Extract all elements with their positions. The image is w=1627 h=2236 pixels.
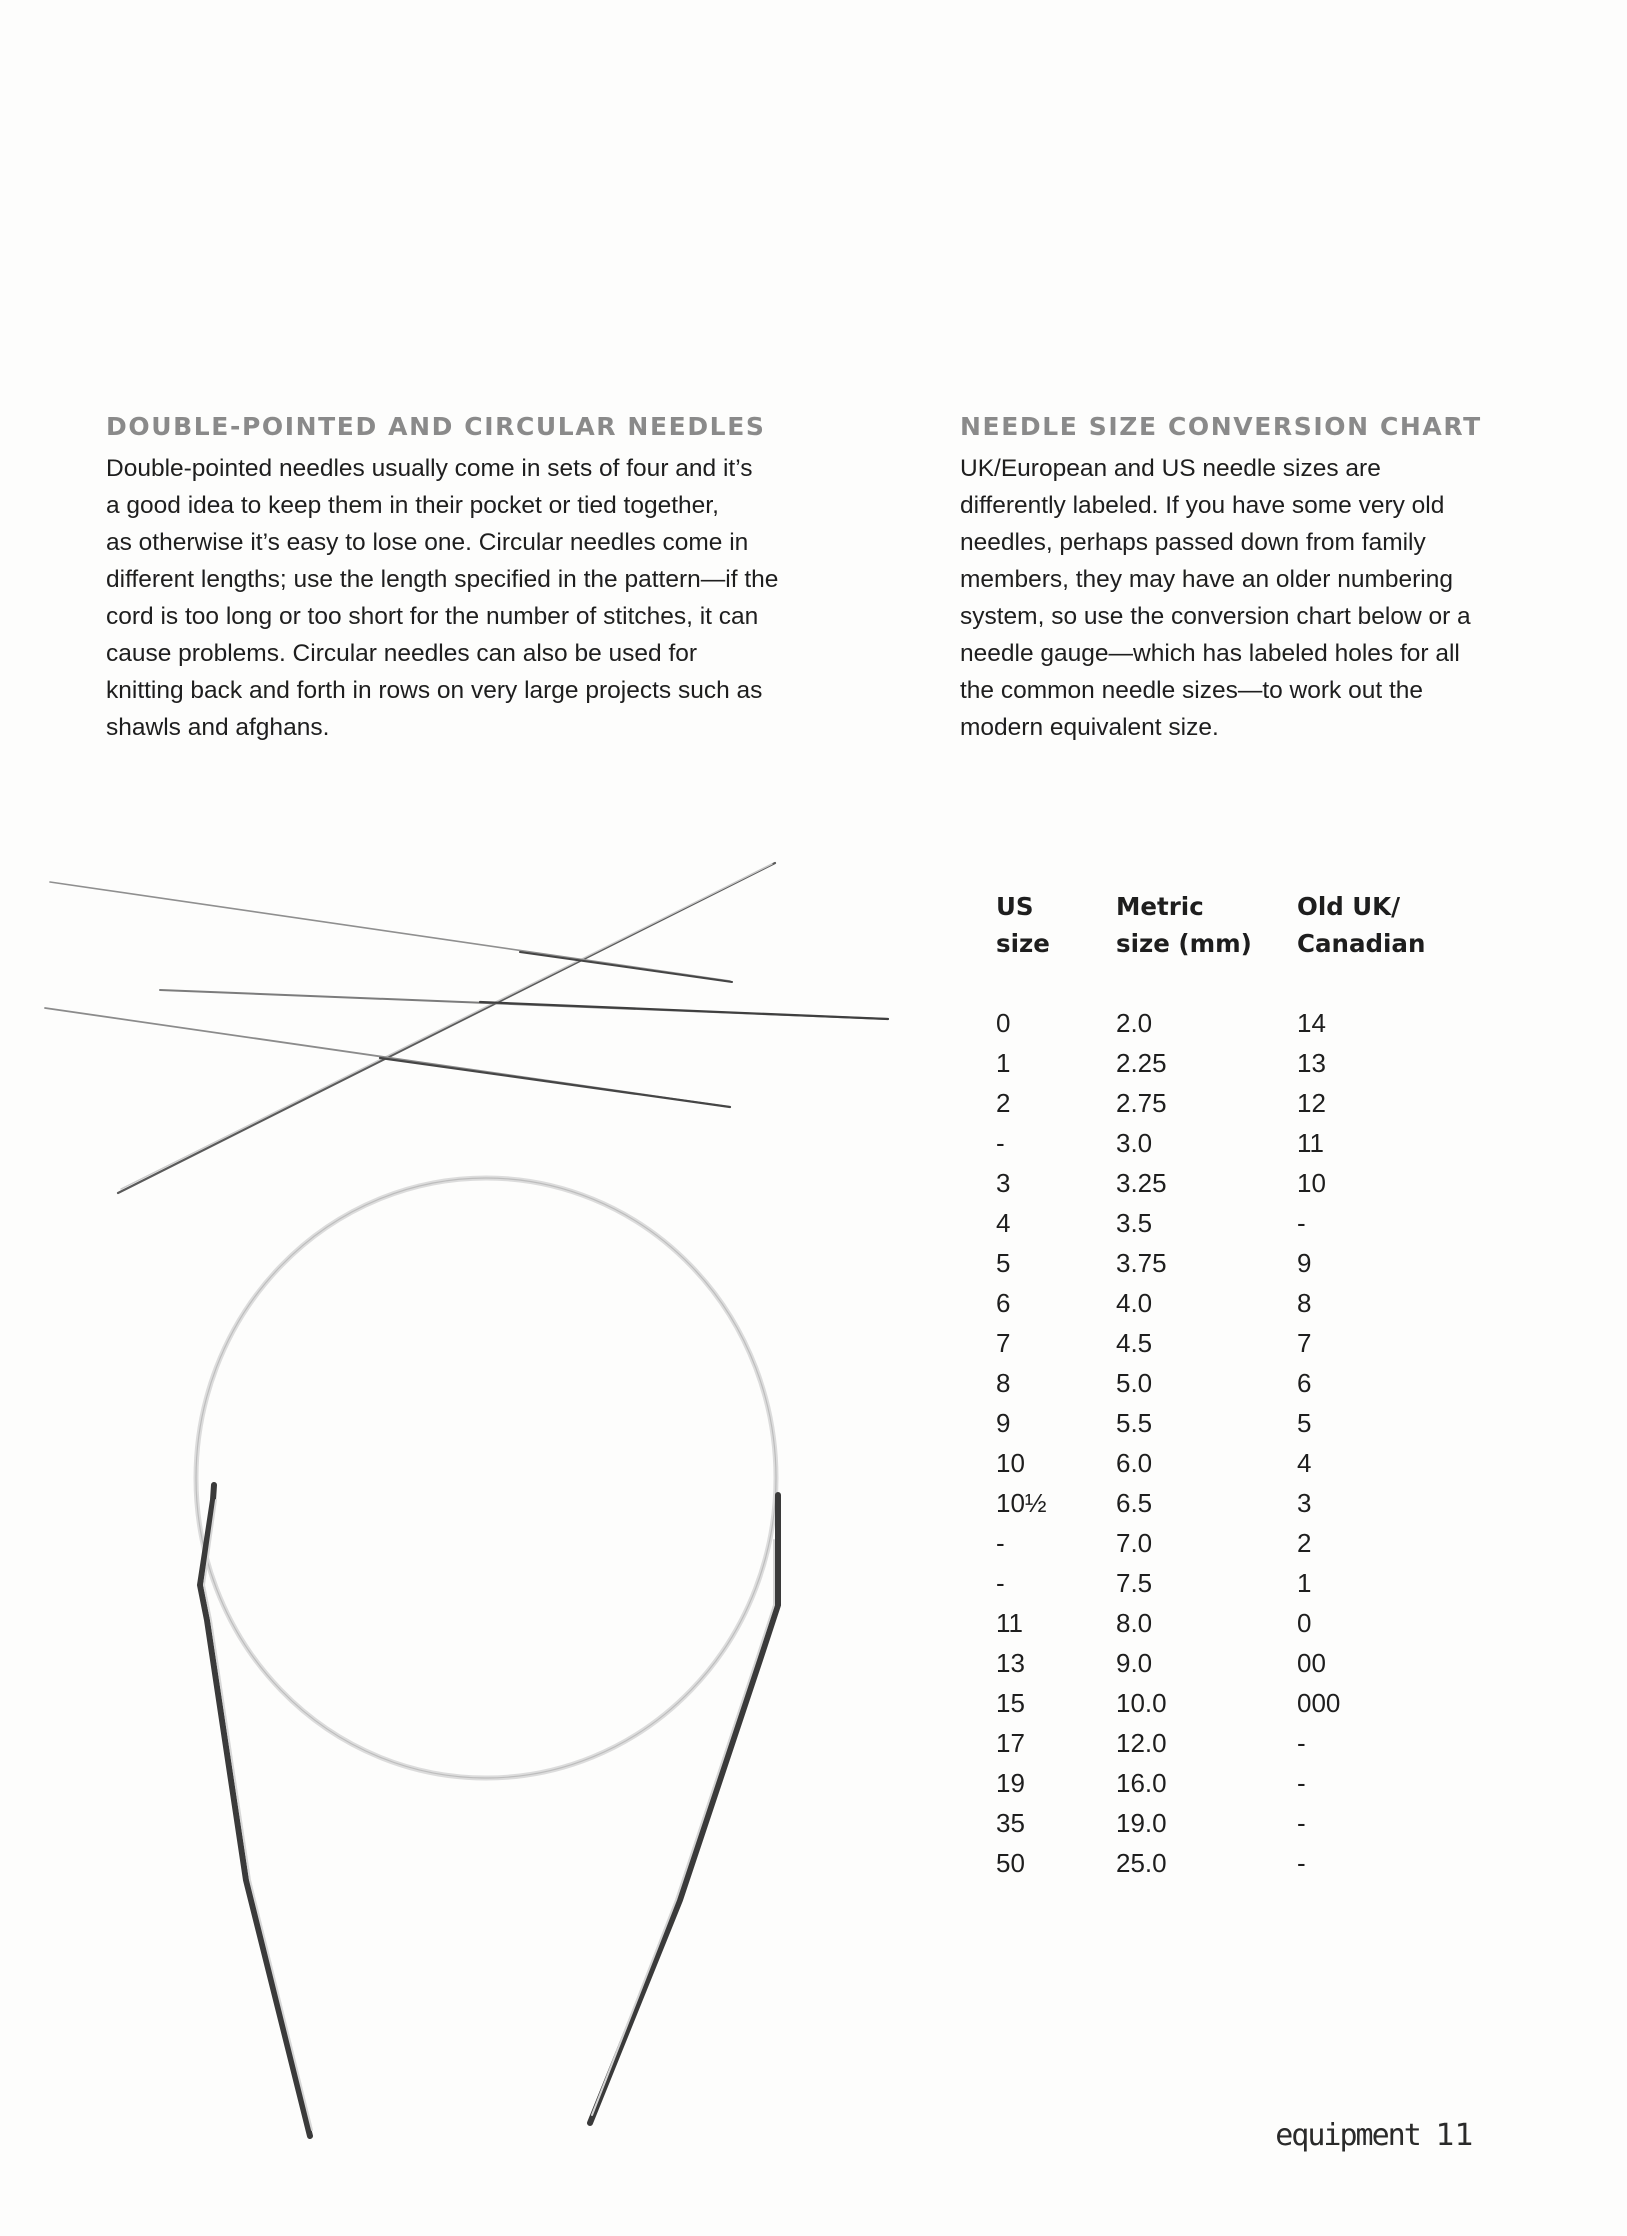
cell-metric-size: 4.0 [1116,1288,1153,1318]
cell-old-uk-size: - [1297,1848,1306,1878]
table-row [990,1083,1467,1123]
table-row [990,1643,1467,1683]
column-header-old-uk-size [1297,888,1467,1003]
cell-us-size: 3 [996,1168,1011,1198]
needles-paragraph [106,450,806,746]
text-line: knitting back and forth in rows on very large projects such as [106,677,763,704]
section-name: equipment [1275,2118,1420,2153]
table-header-row [990,888,1467,1003]
cell-metric-size: 12.0 [1116,1728,1167,1758]
table-row [990,1043,1467,1083]
table-row [990,1723,1467,1763]
text-line: UK/European and US needle sizes are [960,455,1381,482]
cell-old-uk-size: 9 [1297,1248,1312,1278]
cell-old-uk-size: - [1297,1208,1306,1238]
cell-metric-size: 6.0 [1116,1448,1153,1478]
column-header-metric-size [1116,888,1297,1003]
cell-old-uk-size: - [1297,1728,1306,1758]
cell-metric-size: 5.5 [1116,1408,1153,1438]
cell-us-size: 7 [996,1328,1011,1358]
page-number: 11 [1435,2118,1474,2153]
table-row [990,1483,1467,1523]
cell-us-size: 10 [996,1448,1025,1478]
table-row [990,1003,1467,1043]
cell-us-size: - [996,1568,1005,1598]
text-line: a good idea to keep them in their pocket or tied together, [106,492,719,519]
text-line: needle gauge—which has labeled holes for all [960,640,1460,667]
cell-metric-size: 4.5 [1116,1328,1153,1358]
cell-metric-size: 8.0 [1116,1608,1153,1638]
text-line: modern equivalent size. [960,714,1219,741]
needles-illustration [0,840,900,2150]
cell-metric-size: 3.75 [1116,1248,1167,1278]
header-line: size (mm) [1116,929,1252,958]
text-line: needles, perhaps passed down from family [960,529,1426,556]
cell-old-uk-size: 12 [1297,1088,1326,1118]
header-line: US [996,892,1034,921]
cell-old-uk-size: 3 [1297,1488,1312,1518]
header-line: Canadian [1297,929,1426,958]
cell-us-size: 5 [996,1248,1011,1278]
table-row [990,1283,1467,1323]
text-line: Double-pointed needles usually come in sets of four and it’s [106,455,753,482]
cell-us-size: 13 [996,1648,1025,1678]
cell-metric-size: 7.0 [1116,1528,1153,1558]
cell-us-size: 1 [996,1048,1011,1078]
cell-metric-size: 2.0 [1116,1008,1153,1038]
cell-metric-size: 6.5 [1116,1488,1153,1518]
double-pointed-needles-image [45,863,888,1193]
cell-us-size: - [996,1528,1005,1558]
cell-old-uk-size: 14 [1297,1008,1326,1038]
text-line: differently labeled. If you have some very old [960,492,1445,519]
table-row [990,1323,1467,1363]
cell-metric-size: 25.0 [1116,1848,1167,1878]
text-line: members, they may have an older numbering [960,566,1453,593]
cell-us-size: 17 [996,1728,1025,1758]
cell-metric-size: 7.5 [1116,1568,1153,1598]
needle-size-conversion-table [990,888,1467,1883]
cell-old-uk-size: 2 [1297,1528,1312,1558]
table-row [990,1403,1467,1443]
table-row [990,1523,1467,1563]
cell-old-uk-size: 5 [1297,1408,1312,1438]
cell-metric-size: 9.0 [1116,1648,1153,1678]
page-footer [1275,2118,1474,2153]
column-header-us-size [990,888,1116,1003]
cell-old-uk-size: 11 [1297,1128,1324,1158]
cell-us-size: 8 [996,1368,1011,1398]
cell-us-size: 6 [996,1288,1011,1318]
cell-metric-size: 5.0 [1116,1368,1153,1398]
cell-metric-size: 3.25 [1116,1168,1167,1198]
table-body [990,1003,1467,1883]
cell-us-size: 9 [996,1408,1011,1438]
cell-old-uk-size: - [1297,1768,1306,1798]
table-row [990,1203,1467,1243]
cell-old-uk-size: 7 [1297,1328,1312,1358]
table-row [990,1763,1467,1803]
cell-us-size: 10½ [996,1488,1047,1518]
cell-old-uk-size: 00 [1297,1648,1326,1678]
table-row [990,1163,1467,1203]
cell-old-uk-size: 4 [1297,1448,1312,1478]
table-row [990,1363,1467,1403]
header-line: size [996,929,1050,958]
table-row [990,1243,1467,1283]
table-row [990,1443,1467,1483]
cell-us-size: 50 [996,1848,1025,1878]
cell-metric-size: 3.0 [1116,1128,1153,1158]
text-line: system, so use the conversion chart below or a [960,603,1471,630]
section-heading-conversion: NEEDLE SIZE CONVERSION CHART [960,412,1482,441]
table-row [990,1563,1467,1603]
text-line: cord is too long or too short for the number of stitches, it can [106,603,759,630]
circular-needle-image [196,1178,778,2136]
table-row [990,1843,1467,1883]
cell-old-uk-size: 0 [1297,1608,1312,1638]
cell-old-uk-size: 13 [1297,1048,1326,1078]
text-line: shawls and afghans. [106,714,330,741]
text-line: the common needle sizes—to work out the [960,677,1424,704]
cell-us-size: 4 [996,1208,1011,1238]
table-row [990,1603,1467,1643]
cell-us-size: 11 [996,1608,1023,1638]
cell-us-size: 0 [996,1008,1011,1038]
cell-old-uk-size: 000 [1297,1688,1341,1718]
table-row [990,1683,1467,1723]
cell-old-uk-size: 8 [1297,1288,1312,1318]
text-line: cause problems. Circular needles can also be used for [106,640,698,667]
cell-old-uk-size: 10 [1297,1168,1326,1198]
cell-metric-size: 2.75 [1116,1088,1167,1118]
cell-us-size: 35 [996,1808,1025,1838]
cell-metric-size: 16.0 [1116,1768,1167,1798]
cell-us-size: 2 [996,1088,1011,1118]
cell-metric-size: 3.5 [1116,1208,1153,1238]
header-line: Old UK/ [1297,892,1401,921]
cell-old-uk-size: 1 [1297,1568,1312,1598]
cell-metric-size: 2.25 [1116,1048,1167,1078]
cell-old-uk-size: 6 [1297,1368,1312,1398]
cell-us-size: 19 [996,1768,1025,1798]
cell-us-size: 15 [996,1688,1025,1718]
table-row [990,1123,1467,1163]
header-line: Metric [1116,892,1204,921]
conversion-paragraph [960,450,1520,746]
cell-us-size: - [996,1128,1005,1158]
text-line: as otherwise it’s easy to lose one. Circular needles come in [106,529,749,556]
cell-metric-size: 10.0 [1116,1688,1167,1718]
section-heading-needles: DOUBLE-POINTED AND CIRCULAR NEEDLES [106,412,766,441]
cell-old-uk-size: - [1297,1808,1306,1838]
table-row [990,1803,1467,1843]
cell-metric-size: 19.0 [1116,1808,1167,1838]
text-line: different lengths; use the length specified in the pattern—if the [106,566,779,593]
